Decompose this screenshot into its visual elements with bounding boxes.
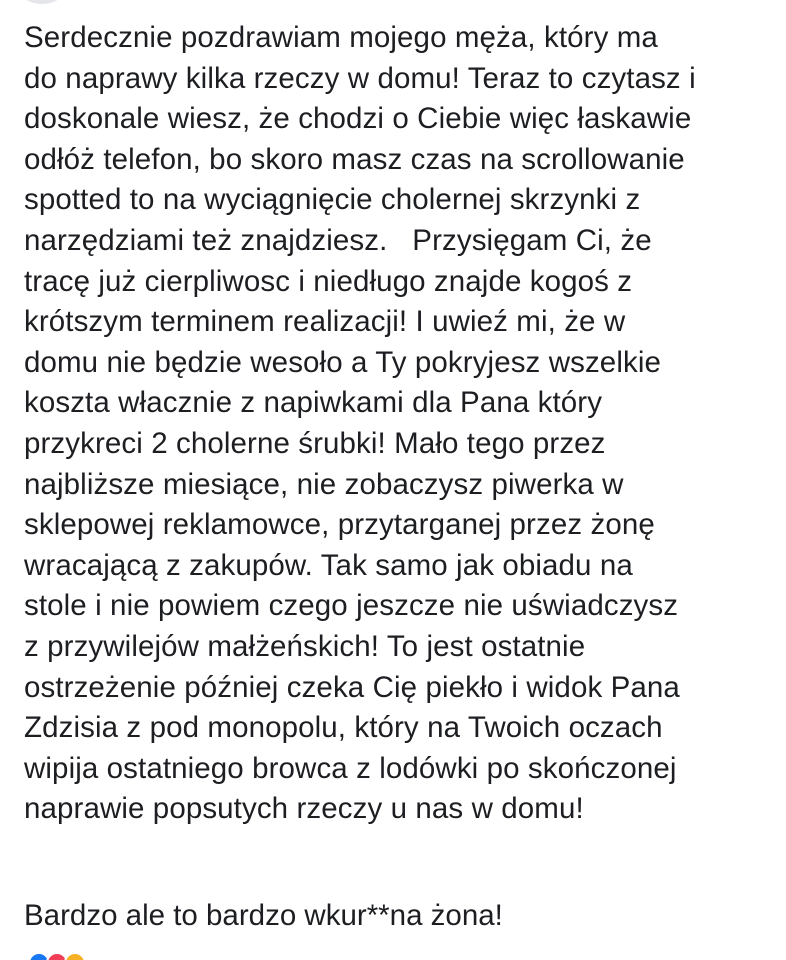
reactions-summary[interactable] — [28, 952, 82, 960]
post-text-line: z przywilejów małżeńskich! To jest ostatnie — [24, 629, 586, 663]
post-text-line: krótszym terminem realizacji! I uwieź mi, że w — [24, 305, 626, 339]
post-text-line: narzędziami też znajdziesz. Przysięgam Ci, że — [24, 223, 652, 257]
post-text-line: spotted to na wyciągnięcie cholernej skrzynki z — [24, 183, 641, 217]
post-text-line: Serdecznie pozdrawiam mojego męża, który ma — [24, 21, 658, 54]
post-text-line: najbliższe miesiące, nie zobaczysz piwerka w — [24, 467, 624, 501]
haha-reaction-icon — [64, 952, 86, 960]
post-text-line: wipija ostatniego browca z lodówki po skończonej — [24, 751, 677, 785]
post-text-line: wracającą z zakupów. Tak samo jak obiadu na — [24, 548, 633, 582]
post-text-line: odłóż telefon, bo skoro masz czas na scrollowanie — [24, 142, 685, 176]
post-signature: Bardzo ale to bardzo wkur**na żona! — [24, 899, 503, 932]
post-text-line: sklepowej reklamowce, przytarganej przez żonę — [24, 508, 655, 542]
post-text-line: stole i nie powiem czego jeszcze nie uświadczysz — [24, 589, 679, 623]
post-text-line: do naprawy kilka rzeczy w domu! Teraz to czytasz i — [24, 61, 696, 95]
post-text — [24, 18, 774, 830]
post-text-line: tracę już cierpliwosc i niedługo znajde kogoś z — [24, 264, 633, 298]
post-text-line: przykreci 2 cholerne śrubki! Mało tego przez — [24, 426, 606, 460]
avatar[interactable] — [22, 0, 62, 4]
post-text-line: domu nie będzie wesoło a Ty pokryjesz wszelkie — [24, 345, 661, 379]
post-text-line: koszta włacznie z napiwkami dla Pana który — [24, 386, 603, 420]
post-text-line: ostrzeżenie później czeka Cię piekło i widok Pana — [24, 670, 680, 704]
post-text-line: naprawie popsutych rzeczy u nas w domu! — [24, 792, 584, 826]
post-text-line: doskonale wiesz, że chodzi o Ciebie więc łaskawie — [24, 102, 692, 136]
post-text-line: Zdzisia z pod monopolu, który na Twoich oczach — [24, 711, 663, 745]
